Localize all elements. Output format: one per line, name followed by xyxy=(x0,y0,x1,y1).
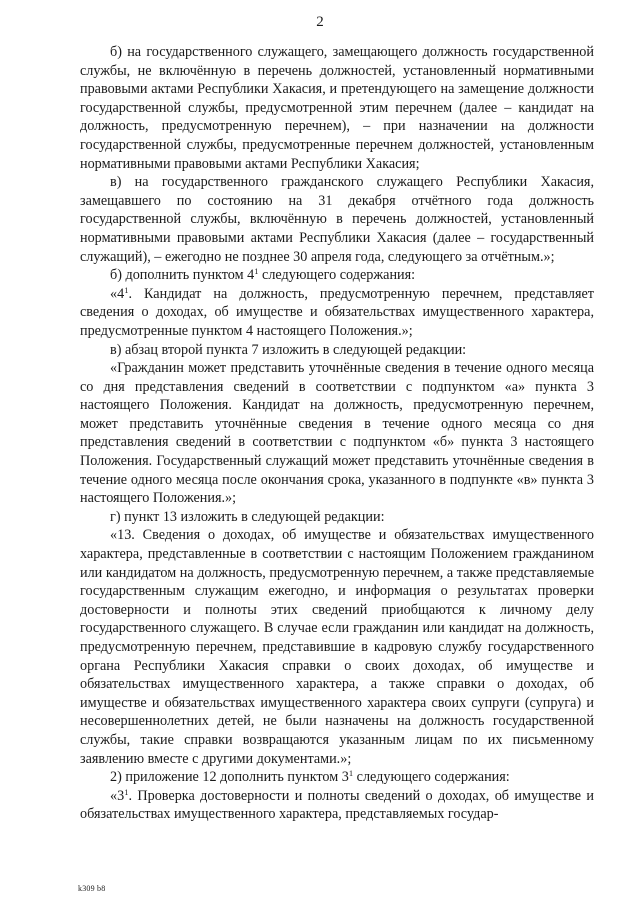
paragraph-point-4-1-text: «$4^1$. Кандидат на должность, предусмотренную перечнем, представляет сведения о доходах, об имуществе и обязательствах имущественного характера, предусмотренные пунктом 4 настоящего Положения.»; xyxy=(80,284,594,339)
page-number: 2 xyxy=(316,14,324,30)
footer-document-code: k309 b8 xyxy=(78,884,106,893)
paragraph-point-13-amend: г) пункт 13 изложить в следующей редакции: xyxy=(110,508,385,525)
paragraph-point-13-text: «13. Сведения о доходах, об имуществе и обязательствах имущественного характера, представленные в соответствии с настоящим Положением гражданином или кандидатом на должность, предусмотренную перечнем, а также представляемые государственным служащим ежегодно, и информация о результатах проверки достоверности и полноты этих сведений приобщаются к личному делу государственного служащего. В случае если гражданин или кандидат на должность, предусмотренную перечнем, представившие в кадровую службу государственного органа Республики Хакасия справки о своих доходах, об имуществе и обязательствах имущественного характера, а также справки о доходах, об имуществе и обязательствах имущественного характера своих супруги (супруга) и несовершеннолетних детей, не были назначены на должность государственной службы, такие справки возвращаются указанным лицам по их письменному заявлению вместе с другими документами.»; xyxy=(80,527,594,767)
paragraph-point-7-text: «Гражданин может представить уточнённые сведения в течение одного месяца со дня представления сведений в соответствии с подпунктом «а» пункта 3 настоящего Положения. Кандидат на должность, предусмотренную перечнем, может представить уточнённые сведения в течение одного месяца со дня представления сведений в соответствии с подпунктом «б» пункта 3 настоящего Положения. Государственный служащий может представить уточнённые сведения в течение одного месяца после окончания срока, указанного в подпункте «в» пункта 3 настоящего Положения.»; xyxy=(80,360,594,507)
document-body xyxy=(80,43,594,824)
paragraph-add-point-4-1: б) дополнить пунктом $4^1$ следующего содержания: xyxy=(110,266,416,284)
paragraph-appendix-12-amend: 2) приложение 12 дополнить пунктом $3^1$ следующего содержания: xyxy=(110,768,510,786)
paragraph-point-3-1-text: «$3^1$. Проверка достоверности и полноты сведений о доходах, об имуществе и обязательствах имущественного характера, представляемых государ- xyxy=(80,786,594,823)
paragraph-subitem-b-civil-servant: б) на государственного служащего, замещающего должность государственной службы, не включённую в перечень должностей, установленный нормативными правовыми актами Республики Хакасия, и претендующего на замещение должности государственной службы, предусмотренной этим перечнем (далее – кандидат на должность, предусмотренную перечнем), – при назначении на должности государственной службы, предусмотренные перечнем должностей, установленным нормативными правовыми актами Республики Хакасия; xyxy=(80,44,594,172)
paragraph-point-7-amend: в) абзац второй пункта 7 изложить в следующей редакции: xyxy=(110,341,467,358)
paragraph-subitem-v-civil-servant: в) на государственного гражданского служащего Республики Хакасия, замещавшего по состоянию на 31 декабря отчётного года должность государственной службы, включённую в перечень должностей, установленный нормативными правовыми актами Республики Хакасия (далее – государственный служащий), – ежегодно не позднее 30 апреля года, следующего за отчётным.»; xyxy=(80,174,594,265)
